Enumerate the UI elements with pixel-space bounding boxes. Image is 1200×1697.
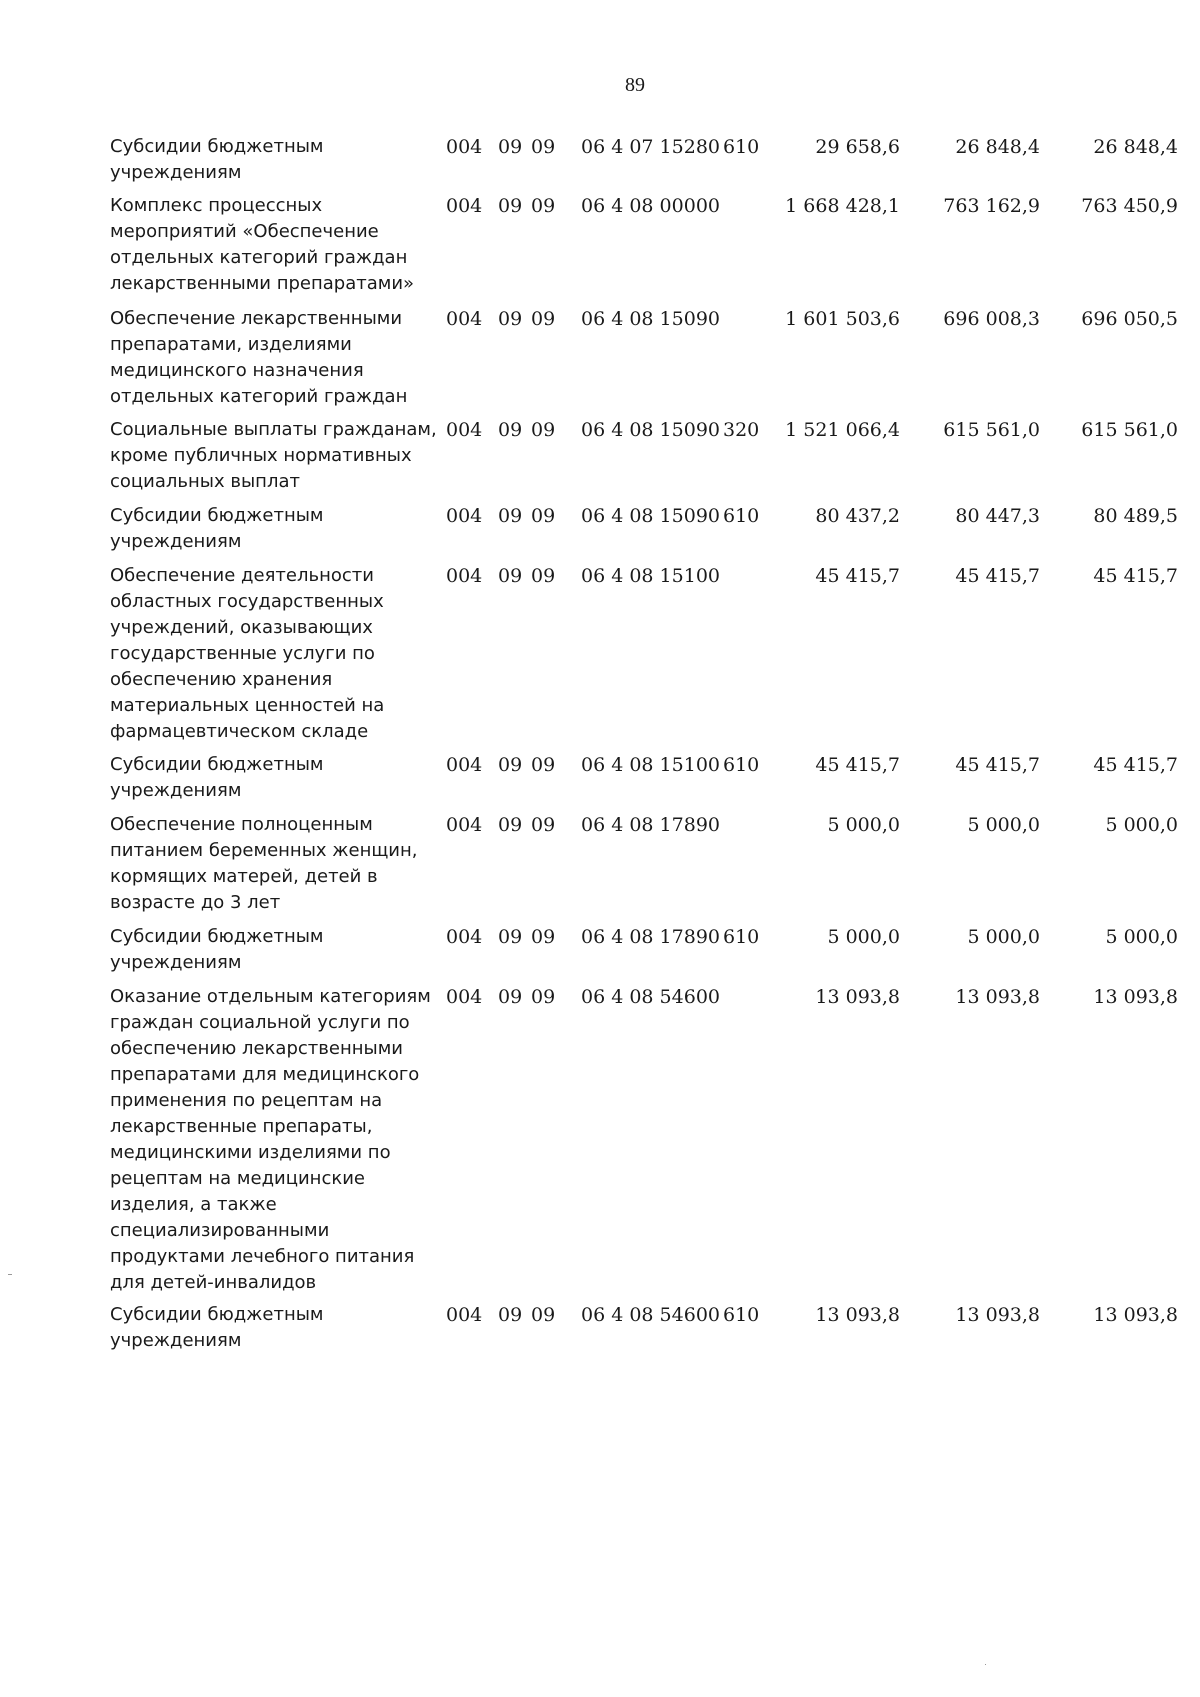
row-sum-1: 80 437,2: [815, 505, 900, 527]
row-grbs: 004: [446, 565, 483, 587]
row-sum-3: 5 000,0: [1105, 814, 1178, 836]
row-rz: 09: [498, 565, 523, 587]
row-rz: 09: [498, 926, 523, 948]
row-sum-2: 45 415,7: [955, 754, 1040, 776]
row-sum-2: 5 000,0: [967, 926, 1040, 948]
row-rz: 09: [498, 308, 523, 330]
row-sum-1: 13 093,8: [815, 986, 900, 1008]
row-name: Комплекс процессных мероприятий «Обеспечение отдельных категорий граждан лекарственными препаратами»: [110, 195, 415, 294]
row-sum-3: 5 000,0: [1105, 926, 1178, 948]
row-name: Оказание отдельным категориям граждан социальной услуги по обеспечению лекарственными препаратами для медицинского применения по рецептам на лекарственные препараты, медицинскими изделиями по рецептам на медицинские изделия, а также специализированными продуктами лечебного питания для детей-инвалидов: [110, 986, 431, 1293]
row-sum-2: 26 848,4: [955, 136, 1040, 158]
row-sum-1: 1 521 066,4: [785, 419, 900, 441]
row-sum-3: 45 415,7: [1093, 754, 1178, 776]
page-number: 89: [625, 74, 645, 96]
row-sum-2: 45 415,7: [955, 565, 1040, 587]
row-name: Субсидии бюджетным учреждениям: [110, 926, 324, 973]
row-sum-1: 5 000,0: [827, 926, 900, 948]
row-rz: 09: [498, 814, 523, 836]
row-csr: 06 4 08 15090: [581, 505, 721, 527]
row-pr: 09: [531, 136, 556, 158]
row-grbs: 004: [446, 308, 483, 330]
row-name: Субсидии бюджетным учреждениям: [110, 754, 324, 801]
row-vr: 610: [723, 926, 760, 948]
row-sum-2: 615 561,0: [943, 419, 1040, 441]
row-pr: 09: [531, 1304, 556, 1326]
row-sum-2: 763 162,9: [943, 195, 1040, 217]
row-sum-3: 696 050,5: [1081, 308, 1178, 330]
row-csr: 06 4 08 15100: [581, 754, 721, 776]
row-csr: 06 4 08 15090: [581, 419, 721, 441]
row-csr: 06 4 08 17890: [581, 814, 721, 836]
row-rz: 09: [498, 1304, 523, 1326]
row-csr: 06 4 08 15100: [581, 565, 721, 587]
row-grbs: 004: [446, 754, 483, 776]
row-sum-2: 13 093,8: [955, 1304, 1040, 1326]
row-sum-1: 13 093,8: [815, 1304, 900, 1326]
row-name: Обеспечение деятельности областных государственных учреждений, оказывающих государственные услуги по обеспечению хранения материальных ценностей на фармацевтическом складе: [110, 565, 385, 742]
row-csr: 06 4 08 17890: [581, 926, 721, 948]
row-name: Субсидии бюджетным учреждениям: [110, 505, 324, 552]
scan-speck: [8, 1274, 12, 1275]
row-sum-2: 13 093,8: [955, 986, 1040, 1008]
row-sum-3: 615 561,0: [1081, 419, 1178, 441]
row-pr: 09: [531, 926, 556, 948]
scan-speck: [985, 1664, 986, 1665]
row-sum-3: 763 450,9: [1081, 195, 1178, 217]
row-grbs: 004: [446, 136, 483, 158]
row-rz: 09: [498, 986, 523, 1008]
row-sum-3: 80 489,5: [1093, 505, 1178, 527]
row-sum-1: 5 000,0: [827, 814, 900, 836]
row-pr: 09: [531, 308, 556, 330]
row-name: Обеспечение лекарственными препаратами, изделиями медицинского назначения отдельных категорий граждан: [110, 308, 408, 407]
row-vr: 610: [723, 754, 760, 776]
row-name: Субсидии бюджетным учреждениям: [110, 136, 324, 183]
row-sum-1: 45 415,7: [815, 754, 900, 776]
row-pr: 09: [531, 505, 556, 527]
row-vr: 610: [723, 1304, 760, 1326]
row-csr: 06 4 07 15280: [581, 136, 721, 158]
row-grbs: 004: [446, 814, 483, 836]
row-sum-1: 45 415,7: [815, 565, 900, 587]
row-rz: 09: [498, 195, 523, 217]
row-rz: 09: [498, 419, 523, 441]
row-pr: 09: [531, 195, 556, 217]
row-grbs: 004: [446, 1304, 483, 1326]
row-sum-3: 45 415,7: [1093, 565, 1178, 587]
row-sum-3: 13 093,8: [1093, 1304, 1178, 1326]
row-rz: 09: [498, 505, 523, 527]
row-vr: 320: [723, 419, 760, 441]
row-sum-1: 1 668 428,1: [785, 195, 900, 217]
row-rz: 09: [498, 754, 523, 776]
row-pr: 09: [531, 565, 556, 587]
row-sum-1: 1 601 503,6: [785, 308, 900, 330]
row-sum-2: 80 447,3: [955, 505, 1040, 527]
row-csr: 06 4 08 00000: [581, 195, 721, 217]
row-grbs: 004: [446, 419, 483, 441]
row-name: Обеспечение полноценным питанием беременных женщин, кормящих матерей, детей в возрасте до 3 лет: [110, 814, 418, 913]
row-name: Социальные выплаты гражданам, кроме публичных нормативных социальных выплат: [110, 419, 437, 492]
row-sum-3: 26 848,4: [1093, 136, 1178, 158]
row-grbs: 004: [446, 926, 483, 948]
row-rz: 09: [498, 136, 523, 158]
row-sum-2: 5 000,0: [967, 814, 1040, 836]
row-grbs: 004: [446, 195, 483, 217]
row-sum-1: 29 658,6: [815, 136, 900, 158]
row-grbs: 004: [446, 986, 483, 1008]
row-grbs: 004: [446, 505, 483, 527]
row-vr: 610: [723, 505, 760, 527]
row-sum-2: 696 008,3: [943, 308, 1040, 330]
row-csr: 06 4 08 15090: [581, 308, 721, 330]
row-pr: 09: [531, 419, 556, 441]
row-vr: 610: [723, 136, 760, 158]
row-pr: 09: [531, 814, 556, 836]
row-csr: 06 4 08 54600: [581, 986, 721, 1008]
row-sum-3: 13 093,8: [1093, 986, 1178, 1008]
row-pr: 09: [531, 754, 556, 776]
row-csr: 06 4 08 54600: [581, 1304, 721, 1326]
row-pr: 09: [531, 986, 556, 1008]
row-name: Субсидии бюджетным учреждениям: [110, 1304, 324, 1351]
